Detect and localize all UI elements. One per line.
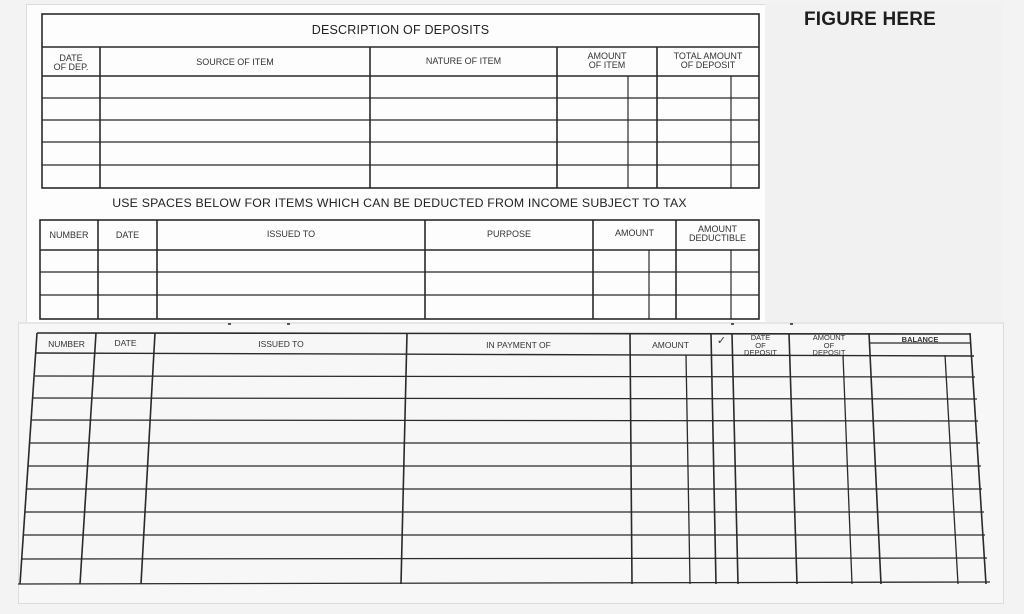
register-issued-header: ISSUED TO	[258, 339, 304, 349]
deductions-amount-header: AMOUNT	[615, 228, 654, 238]
deductions-issued-header: ISSUED TO	[266, 229, 316, 239]
register-date-of-deposit-header: DATE OF DEPOSIT	[744, 333, 777, 357]
perforation-mark	[790, 323, 793, 325]
register-date-header: DATE	[114, 338, 137, 348]
perforation-mark	[731, 323, 734, 325]
deposits-nature-header: NATURE OF ITEM	[425, 56, 502, 66]
deductions-title: USE SPACES BELOW FOR ITEMS WHICH CAN BE DEDUCTED FROM INCOME SUBJECT TO TAX	[112, 196, 687, 210]
deposits-date-header: DATE OF DEP.	[53, 53, 89, 72]
deductions-purpose-header: PURPOSE	[486, 229, 531, 239]
register-payment-header: IN PAYMENT OF	[486, 340, 551, 350]
deposits-title: DESCRIPTION OF DEPOSITS	[311, 23, 490, 37]
register-amount-of-deposit-header: AMOUNT OF DEPOSIT	[812, 333, 846, 357]
deposits-table-border	[42, 14, 759, 188]
register-check-header: ✓	[716, 335, 727, 347]
deductions-deductible-header: AMOUNT DEDUCTIBLE	[688, 224, 746, 243]
deposits-amount-header: AMOUNT OF ITEM	[587, 51, 627, 70]
figure-here-label: FIGURE HERE	[804, 9, 937, 30]
perforation-mark	[287, 323, 290, 325]
deductions-number-header: NUMBER	[49, 230, 89, 240]
deposits-total-header: TOTAL AMOUNT OF DEPOSIT	[673, 51, 743, 70]
perforation-mark	[228, 323, 231, 325]
register-balance-header: BALANCE	[901, 335, 939, 344]
check-register-grid	[18, 333, 990, 584]
deductions-date-header: DATE	[115, 230, 140, 240]
register-amount-header: AMOUNT	[652, 340, 689, 350]
deposits-source-header: SOURCE OF ITEM	[196, 57, 274, 67]
register-number-header: NUMBER	[48, 339, 85, 349]
